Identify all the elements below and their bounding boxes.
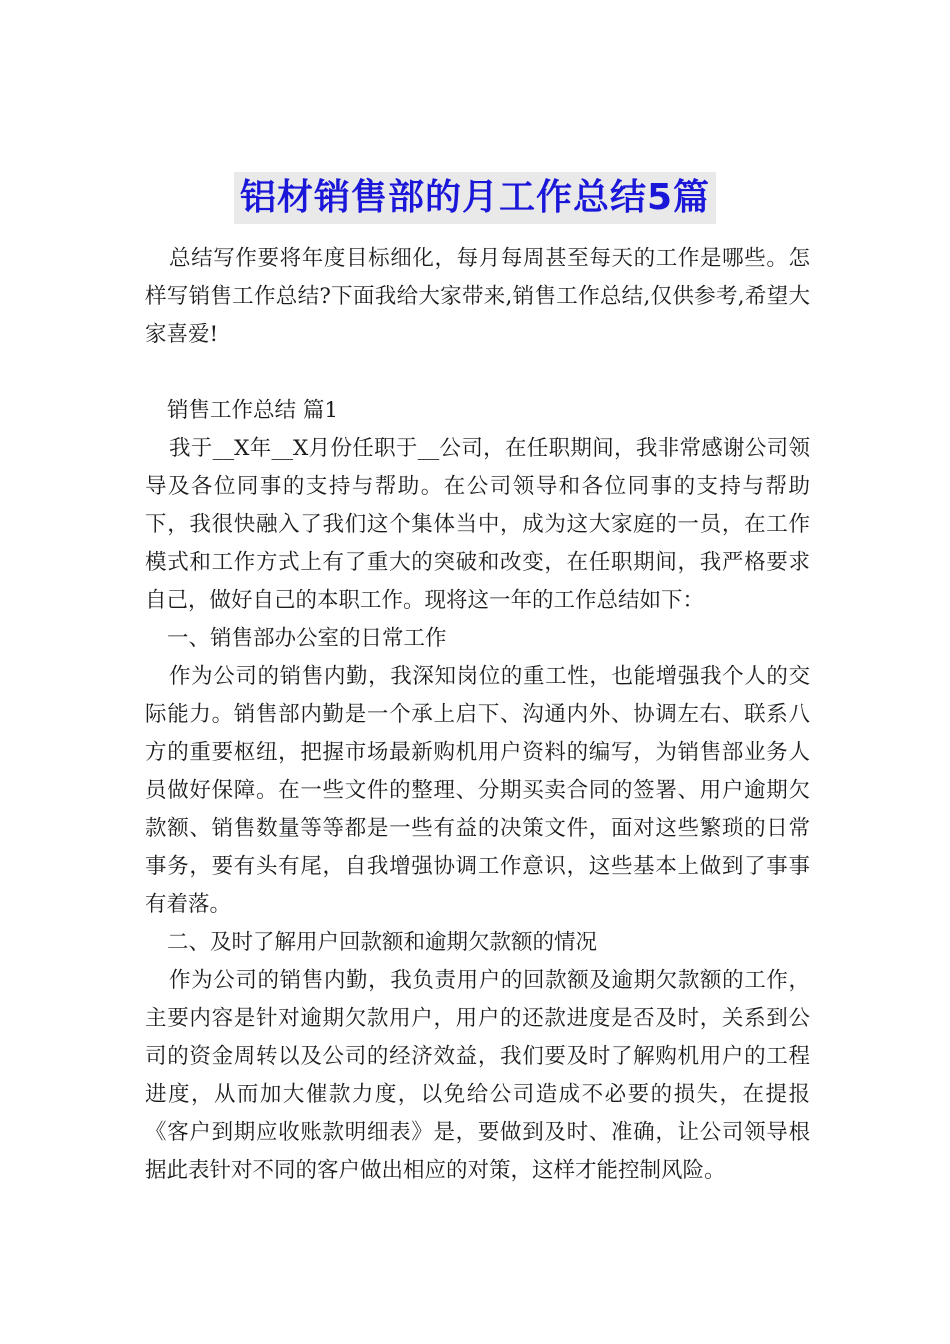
body-paragraph-2: 作为公司的销售内勤，我深知岗位的重工性，也能增强我个人的交际能力。销售部内勤是一个承上启下、沟通内外、协调左右、联系八方的重要枢纽，把握市场最新购机用户资料的编写，为销售部业务人员做好保障。在一些文件的整理、分期买卖合同的签署、用户逾期欠款额、销售数量等等都是一些有益的决策文件，面对这些繁琐的日常事务，要有头有尾，自我增强协调工作意识，这些基本上做到了事事有着落。	[145, 664, 810, 917]
intro-paragraph: 总结写作要将年度目标细化，每月每周甚至每天的工作是哪些。怎样写销售工作总结?下面我给大家带来,销售工作总结,仅供参考,希望大家喜爱!	[145, 246, 810, 347]
document-title: 铝材销售部的月工作总结5篇	[234, 172, 716, 224]
section-title: 销售工作总结 篇1	[167, 398, 339, 423]
section-heading-1: 一、销售部办公室的日常工作	[167, 626, 447, 651]
body-paragraph-3: 作为公司的销售内勤，我负责用户的回款额及逾期欠款额的工作，主要内容是针对逾期欠款用户，用户的还款进度是否及时，关系到公司的资金周转以及公司的经济效益，我们要及时了解购机用户的工程进度，从而加大催款力度，以免给公司造成不必要的损失，在提报《客户到期应收账款明细表》是，要做到及时、准确，让公司领导根据此表针对不同的客户做出相应的对策，这样才能控制风险。	[145, 968, 810, 1183]
document-body	[145, 240, 810, 1190]
title-container	[0, 172, 950, 224]
section-heading-2: 二、及时了解用户回款额和逾期欠款额的情况	[167, 930, 598, 955]
body-paragraph-1: 我于__X年__X月份任职于__公司，在任职期间，我非常感谢公司领导及各位同事的支持与帮助。在公司领导和各位同事的支持与帮助下，我很快融入了我们这个集体当中，成为这大家庭的一员，在工作模式和工作方式上有了重大的突破和改变，在任职期间，我严格要求自己，做好自己的本职工作。现将这一年的工作总结如下：	[145, 436, 810, 613]
